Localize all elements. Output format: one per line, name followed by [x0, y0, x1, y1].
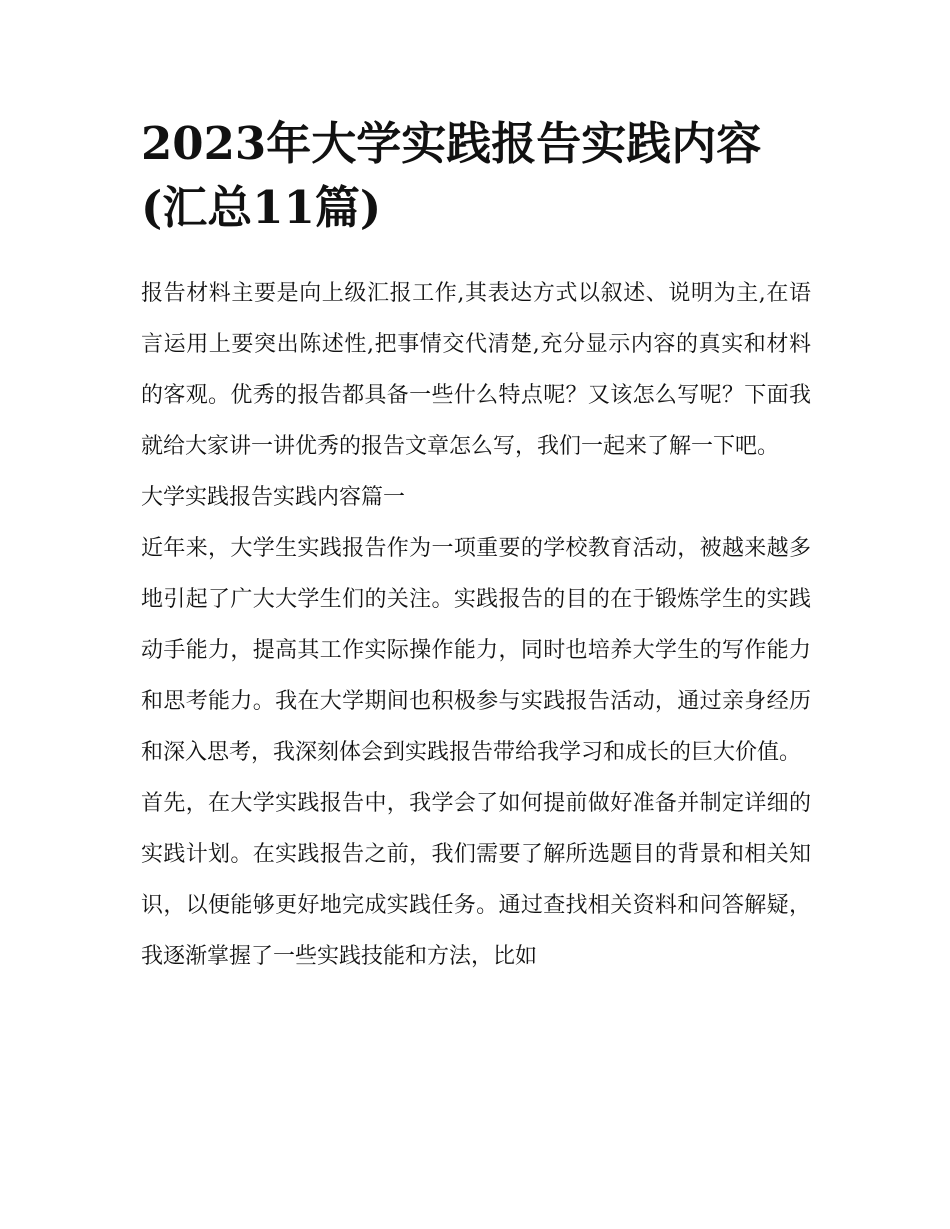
body-paragraph: 近年来，大学生实践报告作为一项重要的学校教育活动，被越来越多地引起了广大大学生们的关注。实践报告的目的在于锻炼学生的实践动手能力，提高其工作实际操作能力，同时也培养大学生的写作能力和思考能力。我在大学期间也积极参与实践报告活动，通过亲身经历和深入思考，我深刻体会到实践报告带给我学习和成长的巨大价值。	[141, 536, 811, 765]
body-paragraph: 首先，在大学实践报告中，我学会了如何提前做好准备并制定详细的实践计划。在实践报告之前，我们需要了解所选题目的背景和相关知识，以便能够更好地完成实践任务。通过查找相关资料和问答解疑，我逐渐掌握了一些实践技能和方法，比如	[141, 791, 811, 969]
section-heading: 大学实践报告实践内容篇一	[141, 485, 406, 510]
document-title: 2023年大学实践报告实践内容(汇总11篇)	[141, 117, 762, 234]
document-page	[141, 112, 811, 982]
intro-paragraph: 报告材料主要是向上级汇报工作,其表达方式以叙述、说明为主,在语言运用上要突出陈述性,把事情交代清楚,充分显示内容的真实和材料的客观。优秀的报告都具备一些什么特点呢？又该怎么写呢？下面我就给大家讲一讲优秀的报告文章怎么写，我们一起来了解一下吧。	[141, 281, 811, 459]
